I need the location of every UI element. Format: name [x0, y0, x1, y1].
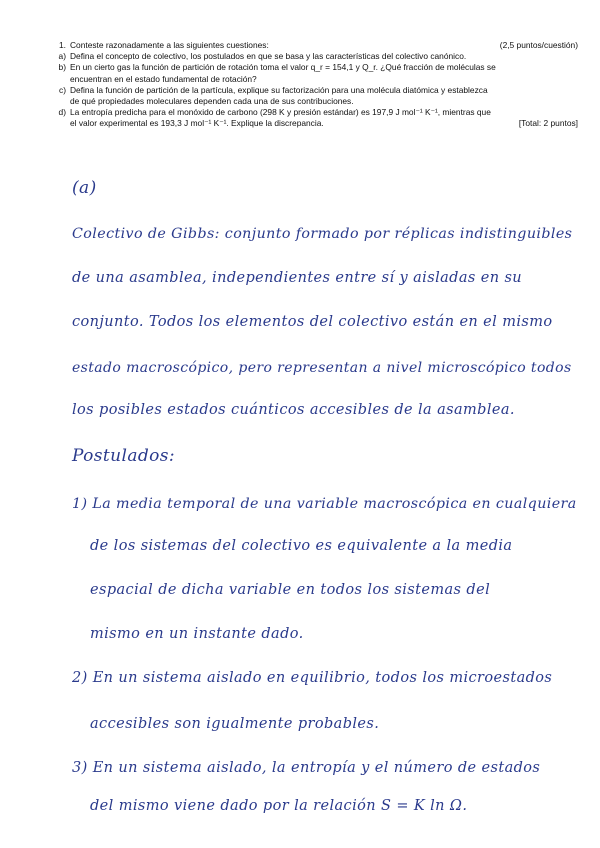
total-points: [Total: 2 puntos]: [518, 118, 578, 129]
postulados-heading: Postulados:: [72, 446, 176, 466]
answer-line-2: de una asamblea, independientes entre sí y aisladas en su: [72, 270, 523, 286]
answer-line-5: los posibles estados cuánticos accesibles de la asamblea.: [72, 402, 515, 418]
postulate-1-line-2: de los sistemas del colectivo es equivalente a la media: [90, 538, 513, 554]
question-number: 1.: [59, 40, 66, 50]
postulate-3-line-1: 3) En un sistema aislado, la entropía y el número de estados: [72, 760, 541, 776]
item-d-cont: [70, 118, 578, 129]
postulate-1-line-4: mismo en un instante dado.: [90, 626, 304, 642]
item-a-label: a): [58, 51, 66, 62]
printed-questions: [58, 40, 578, 130]
item-a-text: Defina el concepto de colectivo, los postulados en que se basa y las características del colectivo canónico.: [70, 51, 467, 62]
item-d: [58, 107, 578, 118]
item-d-text-line2: el valor experimental es 193,3 J mol⁻¹ K⁻¹. Explique la discrepancia.: [70, 118, 324, 129]
item-c-label: c): [59, 84, 66, 95]
item-b-label: b): [58, 62, 66, 73]
item-c-text-line1: Defina la función de partición de la partícula, explique su factorización para una molécula diatómica y establezca: [70, 84, 488, 95]
question-statement: Conteste razonadamente a las siguientes cuestiones:: [70, 40, 269, 50]
item-a: [58, 51, 578, 62]
item-d-text-line1: La entropía predicha para el monóxido de carbono (298 K y presión estándar) es 197,9 J mol⁻¹ K⁻¹, mientras que: [70, 107, 491, 118]
item-d-label: d): [58, 107, 66, 118]
item-c: [59, 84, 578, 96]
postulate-2-line-2: accesibles son igualmente probables.: [90, 716, 380, 732]
postulate-1-line-3: espacial de dicha variable en todos los sistemas del: [90, 582, 491, 598]
answer-line-4: estado macroscópico, pero representan a nivel microscópico todos: [72, 360, 572, 376]
item-b-cont: [70, 74, 578, 85]
postulate-1-line-1: 1) La media temporal de una variable macroscópica en cualquiera: [72, 496, 577, 512]
question-header-row: [59, 40, 578, 51]
postulate-3-line-2: del mismo viene dado por la relación S = K ln Ω.: [90, 798, 468, 814]
item-c-cont: [70, 96, 578, 107]
answer-line-3: conjunto. Todos los elementos del colectivo están en el mismo: [72, 314, 553, 330]
question-points: (2,5 puntos/cuestión): [499, 40, 578, 50]
answer-line-1: Colectivo de Gibbs: conjunto formado por réplicas indistinguibles: [72, 226, 573, 242]
item-b: [58, 62, 578, 73]
postulate-2-line-1: 2) En un sistema aislado en equilibrio, todos los microestados: [72, 670, 553, 686]
item-c-text-line2: de qué propiedades moleculares dependen cada una de sus contribuciones.: [70, 96, 354, 107]
item-b-text-line1: En un cierto gas la función de partición de rotación toma el valor q_r = 154,1 y Q_r. ¿Qué fracción de moléculas se: [70, 62, 496, 73]
answer-part-label: (a): [72, 178, 97, 198]
item-b-text-line2: encuentran en el estado fundamental de rotación?: [70, 73, 257, 84]
